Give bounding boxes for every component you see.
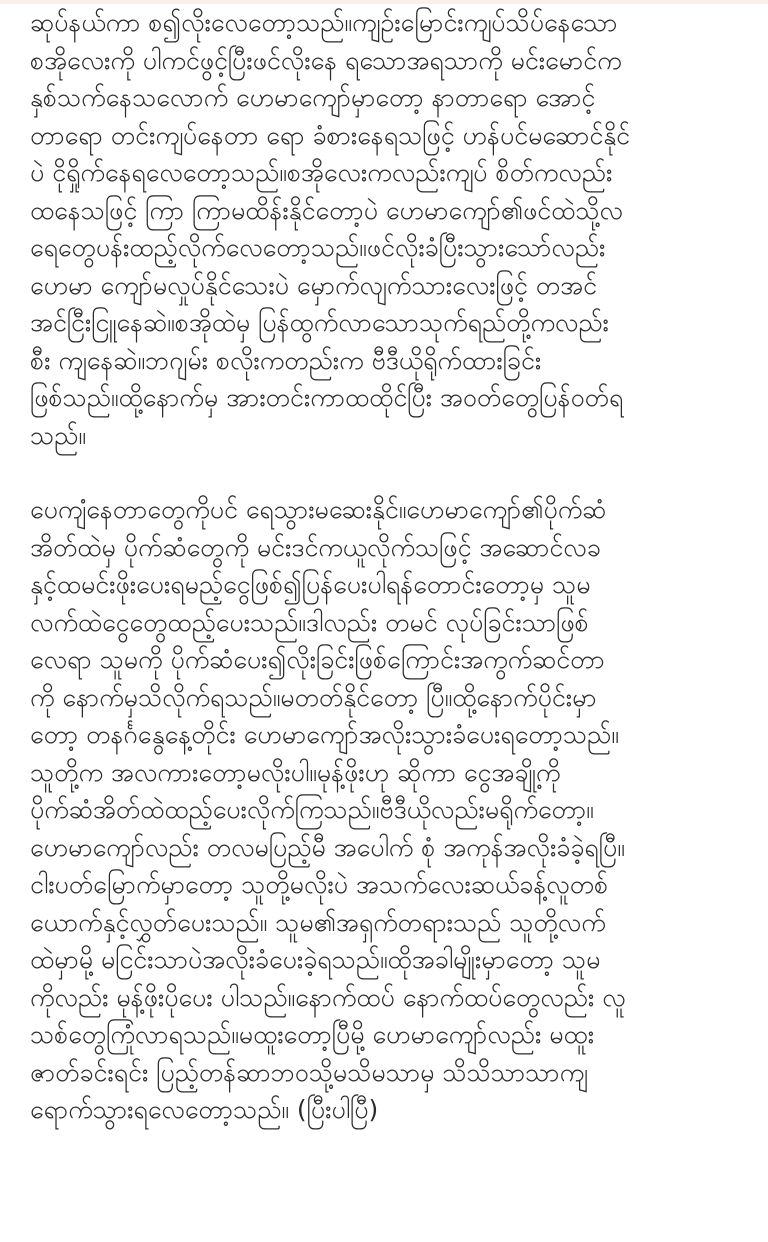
text-line: ထဲမှာမို့ မငြင်းသာပဲအလိုးခံပေးခဲ့ရသည်။ထိုအခါမျိုးမှာတော့ သူမ <box>30 945 601 974</box>
text-line: ငါးပတ်မြောက်မှာတော့ သူတို့မလိုးပဲ အသက်လေးဆယ်ခန့်လူတစ် <box>30 870 609 899</box>
text-line: ကို နောက်မှသိလိုက်ရသည်။မတတ်နိုင်တော့ ပြီ။ထို့နောက်ပိုင်းမှာ <box>30 682 597 712</box>
text-line: ယောက်နှင့်လွှတ်ပေးသည်။ သူမ၏အရှက်တရားသည် သူတို့လက် <box>30 907 606 937</box>
text-line: လက်ထဲငွေတွေထည့်ပေးသည်။ဒါလည်း တမင် လုပ်ခြင်းသာဖြစ် <box>30 607 589 637</box>
text-line: စအိုလေးကို ပါကင်ဖွင့်ပြီးဖင်လိုးနေ ရသောအရသာကို မင်းမောင်က <box>30 45 622 75</box>
text-line: တာရော တင်းကျပ်နေတာ ရော ခံစားနေရသဖြင့် ဟန်ပင်မဆောင်နိုင် <box>30 120 631 150</box>
text-line: ဇာတ်ခင်းရင်း ပြည့်တန်ဆာဘဝသို့မသိမသာမှ သိသိသာသာကျ <box>30 1057 588 1087</box>
text-line: တော့ တနင်္ဂနွေနေ့တိုင်း ဟေမာကျော်အလိုးသွားခံပေးရတော့သည်။ <box>30 720 619 749</box>
text-line: ဟေမာကျော်လည်း တလမပြည့်မီ အပေါက် စုံ အကုန်အလိုးခံခဲ့ရပြီ။ <box>30 832 625 862</box>
text-line: သစ်တွေကြုံလာရသည်။မထူးတော့ပြီမို့ ဟေမာကျော်လည်း မထူး <box>30 1020 595 1049</box>
text-line: ပဲ ငိုရှိုက်နေရလေတော့သည်။စအိုလေးကလည်းကျပ် စိတ်ကလည်း <box>30 158 613 187</box>
text-line: ရေတွေပန်းထည့်လိုက်လေတော့သည်။ဖင်လိုးခံပြီးသွားသော်လည်း <box>30 233 606 262</box>
text-line: သူတို့က အလကားတော့မလိုးပါ။မုန့်ဖိုးဟု ဆိုကာ ငွေအချို့ကို <box>30 757 561 787</box>
text-line: ထနေသဖြင့် ကြာ ကြာမထိန်းနိုင်တော့ပဲ ဟေမာကျော်၏ဖင်ထဲသို့လ <box>30 195 623 225</box>
paragraph-2 <box>30 491 742 1129</box>
text-line: ဟေမာ ကျော်မလှုပ်နိုင်သေးပဲ မှောက်လျက်သားလေးဖြင့် တအင် <box>30 270 597 300</box>
paragraph-gap <box>30 454 742 491</box>
text-line: နှင့်ထမင်းဖိုးပေးရမည့်ငွေဖြစ်၍ပြန်ပေးပါရန်တောင်းတော့မှ သူမ <box>30 570 591 599</box>
text-line: ရောက်သွားရလေတော့သည်။ (ပြီးပါပြီ) <box>30 1095 379 1124</box>
text-line: သည်။ <box>30 420 86 450</box>
text-line: ပေကျံနေတာတွေကိုပင် ရေသွားမဆေးနိုင်။ဟေမာကျော်၏ပိုက်ဆံ <box>30 495 607 524</box>
text-line: စီး ကျနေဆဲ။ဘဂျမ်း စလိုးကတည်းက ဗီဒီယိုရိုက်ထားခြင်း <box>30 345 542 375</box>
text-line: ဆုပ်နယ်ကာ စ၍လိုးလေတော့သည်။ကျဉ်းမြောင်းကျပ်သိပ်နေသော <box>30 8 618 37</box>
text-line: နှစ်သက်နေသလောက် ဟေမာကျော်မှာတော့ နာတာရော အောင့် <box>30 83 596 112</box>
paragraph-1 <box>30 4 742 454</box>
text-line: ကိုလည်း မုန့်ဖိုးပိုပေး ပါသည်။နောက်ထပ် နောက်ထပ်တွေလည်း လူ <box>30 982 626 1012</box>
text-line: ဖြစ်သည်။ထို့နောက်မှ အားတင်းကာထထိုင်ပြီး အဝတ်တွေပြန်ဝတ်ရ <box>30 383 624 412</box>
text-line: အင်ငြီးငြူနေဆဲ။စအိုထဲမှ ပြန်ထွက်လာသောသုက်ရည်တို့ကလည်း <box>30 308 609 337</box>
text-line: လေရာ သူမကို ပိုက်ဆံပေး၍လိုးခြင်းဖြစ်ကြောင်းအကွက်ဆင်တာ <box>30 645 605 674</box>
article-body <box>30 4 742 1129</box>
text-line: ပိုက်ဆံအိတ်ထဲထည့်ပေးလိုက်ကြသည်။ဗီဒီယိုလည်းမရိုက်တော့။ <box>30 795 594 824</box>
text-line: အိတ်ထဲမှ ပိုက်ဆံတွေကို မင်းဒင်ကယူလိုက်သဖြင့် အဆောင်လခ <box>30 532 601 562</box>
